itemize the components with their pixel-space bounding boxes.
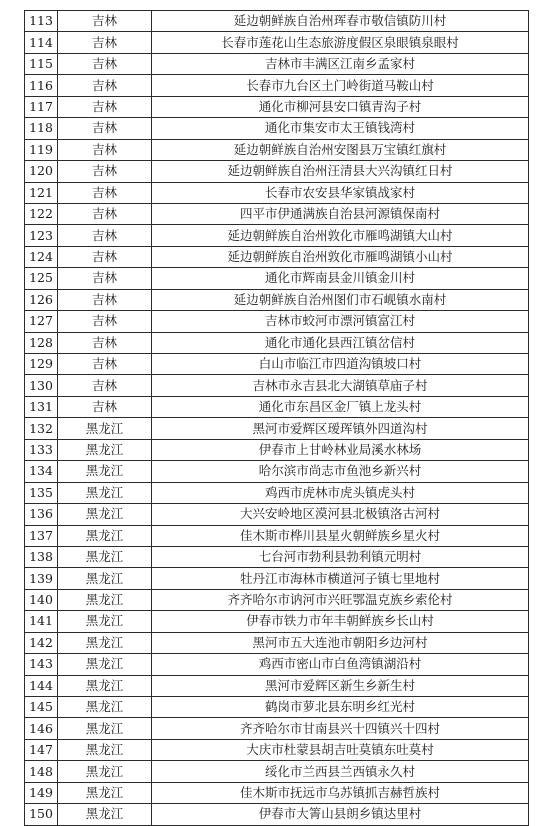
table-row xyxy=(25,203,529,224)
village-name-cell: 延边朝鲜族自治州汪清县大兴沟镇红日村 xyxy=(152,161,529,182)
province-cell: 黑龙江 xyxy=(58,589,152,610)
row-number-cell: 120 xyxy=(25,161,58,182)
province-cell: 黑龙江 xyxy=(58,675,152,696)
row-number-cell: 146 xyxy=(25,718,58,739)
table-row xyxy=(25,611,529,632)
village-name-cell: 吉林市丰满区江南乡孟家村 xyxy=(152,53,529,74)
table-row xyxy=(25,654,529,675)
table-row xyxy=(25,675,529,696)
row-number-cell: 145 xyxy=(25,697,58,718)
province-cell: 黑龙江 xyxy=(58,611,152,632)
village-name-cell: 鸡西市密山市白鱼湾镇湖沿村 xyxy=(152,654,529,675)
village-table xyxy=(24,10,529,826)
table-row xyxy=(25,697,529,718)
table-row xyxy=(25,396,529,417)
table-row xyxy=(25,546,529,567)
province-cell: 吉林 xyxy=(58,75,152,96)
village-list-sheet xyxy=(24,10,529,822)
province-cell: 黑龙江 xyxy=(58,739,152,760)
row-number-cell: 122 xyxy=(25,203,58,224)
province-cell: 黑龙江 xyxy=(58,439,152,460)
village-name-cell: 大庆市杜蒙县胡吉吐莫镇东吐莫村 xyxy=(152,739,529,760)
province-cell: 黑龙江 xyxy=(58,718,152,739)
row-number-cell: 116 xyxy=(25,75,58,96)
province-cell: 吉林 xyxy=(58,32,152,53)
table-row xyxy=(25,568,529,589)
row-number-cell: 119 xyxy=(25,139,58,160)
village-name-cell: 七台河市勃利县勃利镇元明村 xyxy=(152,546,529,567)
row-number-cell: 129 xyxy=(25,354,58,375)
table-row xyxy=(25,246,529,267)
row-number-cell: 137 xyxy=(25,525,58,546)
province-cell: 吉林 xyxy=(58,118,152,139)
table-row xyxy=(25,53,529,74)
row-number-cell: 140 xyxy=(25,589,58,610)
province-cell: 吉林 xyxy=(58,354,152,375)
row-number-cell: 115 xyxy=(25,53,58,74)
table-row xyxy=(25,525,529,546)
row-number-cell: 118 xyxy=(25,118,58,139)
row-number-cell: 150 xyxy=(25,804,58,825)
table-row xyxy=(25,589,529,610)
table-row xyxy=(25,289,529,310)
row-number-cell: 124 xyxy=(25,246,58,267)
table-row xyxy=(25,311,529,332)
province-cell: 吉林 xyxy=(58,246,152,267)
province-cell: 黑龙江 xyxy=(58,804,152,825)
table-row xyxy=(25,504,529,525)
province-cell: 黑龙江 xyxy=(58,632,152,653)
province-cell: 黑龙江 xyxy=(58,568,152,589)
table-row xyxy=(25,439,529,460)
village-name-cell: 牡丹江市海林市横道河子镇七里地村 xyxy=(152,568,529,589)
village-name-cell: 长春市农安县华家镇战家村 xyxy=(152,182,529,203)
village-name-cell: 绥化市兰西县兰西镇永久村 xyxy=(152,761,529,782)
province-cell: 黑龙江 xyxy=(58,461,152,482)
village-name-cell: 佳木斯市抚远市乌苏镇抓吉赫哲族村 xyxy=(152,782,529,803)
table-row xyxy=(25,718,529,739)
row-number-cell: 139 xyxy=(25,568,58,589)
row-number-cell: 125 xyxy=(25,268,58,289)
village-name-cell: 伊春市铁力市年丰朝鲜族乡长山村 xyxy=(152,611,529,632)
province-cell: 黑龙江 xyxy=(58,418,152,439)
row-number-cell: 143 xyxy=(25,654,58,675)
village-name-cell: 鹤岗市萝北县东明乡红光村 xyxy=(152,697,529,718)
row-number-cell: 128 xyxy=(25,332,58,353)
row-number-cell: 149 xyxy=(25,782,58,803)
row-number-cell: 148 xyxy=(25,761,58,782)
village-name-cell: 延边朝鲜族自治州安图县万宝镇红旗村 xyxy=(152,139,529,160)
village-name-cell: 白山市临江市四道沟镇坡口村 xyxy=(152,354,529,375)
province-cell: 黑龙江 xyxy=(58,504,152,525)
table-row xyxy=(25,482,529,503)
table-row xyxy=(25,139,529,160)
province-cell: 吉林 xyxy=(58,375,152,396)
village-name-cell: 四平市伊通满族自治县河源镇保南村 xyxy=(152,203,529,224)
table-row xyxy=(25,268,529,289)
row-number-cell: 133 xyxy=(25,439,58,460)
village-name-cell: 延边朝鲜族自治州图们市石岘镇水南村 xyxy=(152,289,529,310)
row-number-cell: 113 xyxy=(25,11,58,32)
village-name-cell: 通化市东昌区金厂镇上龙头村 xyxy=(152,396,529,417)
table-row xyxy=(25,118,529,139)
row-number-cell: 136 xyxy=(25,504,58,525)
village-name-cell: 长春市莲花山生态旅游度假区泉眼镇泉眼村 xyxy=(152,32,529,53)
row-number-cell: 135 xyxy=(25,482,58,503)
table-row xyxy=(25,96,529,117)
province-cell: 吉林 xyxy=(58,268,152,289)
province-cell: 黑龙江 xyxy=(58,697,152,718)
table-row xyxy=(25,804,529,825)
village-name-cell: 伊春市上甘岭林业局溪水林场 xyxy=(152,439,529,460)
row-number-cell: 121 xyxy=(25,182,58,203)
table-row xyxy=(25,418,529,439)
village-name-cell: 黑河市五大连池市朝阳乡边河村 xyxy=(152,632,529,653)
village-table-body xyxy=(25,11,529,826)
province-cell: 黑龙江 xyxy=(58,482,152,503)
village-name-cell: 大兴安岭地区漠河县北极镇洛古河村 xyxy=(152,504,529,525)
village-name-cell: 齐齐哈尔市甘南县兴十四镇兴十四村 xyxy=(152,718,529,739)
province-cell: 吉林 xyxy=(58,182,152,203)
province-cell: 黑龙江 xyxy=(58,782,152,803)
province-cell: 黑龙江 xyxy=(58,525,152,546)
table-row xyxy=(25,75,529,96)
village-name-cell: 黑河市爱辉区瑷珲镇外四道沟村 xyxy=(152,418,529,439)
row-number-cell: 138 xyxy=(25,546,58,567)
row-number-cell: 123 xyxy=(25,225,58,246)
province-cell: 吉林 xyxy=(58,289,152,310)
row-number-cell: 130 xyxy=(25,375,58,396)
village-name-cell: 通化市柳河县安口镇青沟子村 xyxy=(152,96,529,117)
village-name-cell: 延边朝鲜族自治州珲春市敬信镇防川村 xyxy=(152,11,529,32)
table-row xyxy=(25,761,529,782)
row-number-cell: 144 xyxy=(25,675,58,696)
table-row xyxy=(25,461,529,482)
table-row xyxy=(25,375,529,396)
row-number-cell: 126 xyxy=(25,289,58,310)
row-number-cell: 142 xyxy=(25,632,58,653)
province-cell: 黑龙江 xyxy=(58,654,152,675)
province-cell: 吉林 xyxy=(58,139,152,160)
village-name-cell: 通化市辉南县金川镇金川村 xyxy=(152,268,529,289)
province-cell: 吉林 xyxy=(58,203,152,224)
table-row xyxy=(25,739,529,760)
table-row xyxy=(25,782,529,803)
row-number-cell: 134 xyxy=(25,461,58,482)
village-name-cell: 佳木斯市桦川县星火朝鲜族乡星火村 xyxy=(152,525,529,546)
province-cell: 吉林 xyxy=(58,396,152,417)
row-number-cell: 127 xyxy=(25,311,58,332)
row-number-cell: 131 xyxy=(25,396,58,417)
row-number-cell: 132 xyxy=(25,418,58,439)
table-row xyxy=(25,632,529,653)
table-row xyxy=(25,225,529,246)
table-row xyxy=(25,354,529,375)
village-name-cell: 伊春市大箐山县朗乡镇达里村 xyxy=(152,804,529,825)
village-name-cell: 吉林市蛟河市漂河镇富江村 xyxy=(152,311,529,332)
province-cell: 吉林 xyxy=(58,225,152,246)
table-row xyxy=(25,182,529,203)
province-cell: 吉林 xyxy=(58,311,152,332)
province-cell: 吉林 xyxy=(58,53,152,74)
province-cell: 吉林 xyxy=(58,161,152,182)
village-name-cell: 吉林市永吉县北大湖镇草庙子村 xyxy=(152,375,529,396)
table-row xyxy=(25,32,529,53)
village-name-cell: 齐齐哈尔市讷河市兴旺鄂温克族乡索伦村 xyxy=(152,589,529,610)
village-name-cell: 黑河市爱辉区新生乡新生村 xyxy=(152,675,529,696)
row-number-cell: 141 xyxy=(25,611,58,632)
row-number-cell: 114 xyxy=(25,32,58,53)
village-name-cell: 通化市集安市太王镇钱湾村 xyxy=(152,118,529,139)
province-cell: 吉林 xyxy=(58,332,152,353)
village-name-cell: 通化市通化县西江镇岔信村 xyxy=(152,332,529,353)
village-name-cell: 延边朝鲜族自治州敦化市雁鸣湖镇大山村 xyxy=(152,225,529,246)
province-cell: 黑龙江 xyxy=(58,761,152,782)
province-cell: 吉林 xyxy=(58,11,152,32)
row-number-cell: 147 xyxy=(25,739,58,760)
village-name-cell: 长春市九台区土门岭街道马鞍山村 xyxy=(152,75,529,96)
village-name-cell: 鸡西市虎林市虎头镇虎头村 xyxy=(152,482,529,503)
village-name-cell: 延边朝鲜族自治州敦化市雁鸣湖镇小山村 xyxy=(152,246,529,267)
row-number-cell: 117 xyxy=(25,96,58,117)
table-row xyxy=(25,161,529,182)
table-row xyxy=(25,332,529,353)
table-row xyxy=(25,11,529,32)
village-name-cell: 哈尔滨市尚志市鱼池乡新兴村 xyxy=(152,461,529,482)
province-cell: 吉林 xyxy=(58,96,152,117)
province-cell: 黑龙江 xyxy=(58,546,152,567)
